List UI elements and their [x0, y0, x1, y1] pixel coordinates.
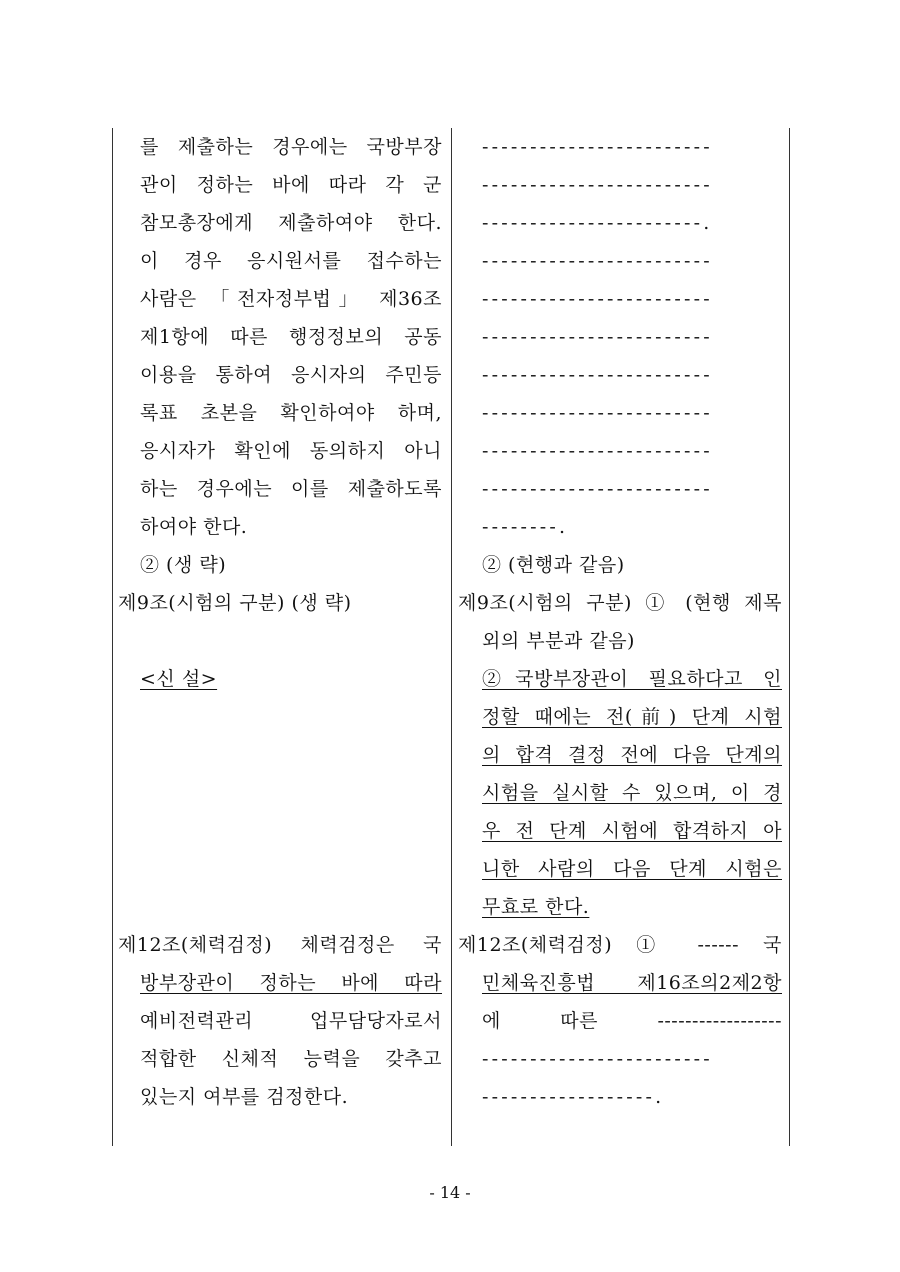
- left-line: [140, 736, 442, 774]
- left-line: 예비전력관리 업무담당자로서: [140, 1010, 442, 1032]
- left-line: 사람은 「전자정부법」 제36조: [140, 288, 442, 310]
- right-line: ------------------------: [482, 364, 713, 386]
- left-line: [140, 812, 442, 850]
- right-line: -----------------------.: [482, 212, 713, 234]
- left-line: 제9조(시험의 구분) (생 략): [118, 592, 352, 614]
- left-line: ② (생 략): [140, 554, 227, 576]
- right-line: ------------------------: [482, 136, 713, 158]
- left-line: 를 제출하는 경우에는 국방부장: [140, 136, 442, 158]
- left-line: 제1항에 따른 행정정보의 공동: [140, 326, 442, 348]
- right-line: ------------------------: [482, 174, 713, 196]
- right-line: [482, 774, 782, 812]
- underlined-amendment: 니한 사람의 다음 단계 시험은: [482, 858, 782, 880]
- left-line: 하는 경우에는 이를 제출하도록: [140, 478, 442, 500]
- right-line: 외의 부분과 같음): [482, 630, 635, 652]
- left-line: 응시자가 확인에 동의하지 아니: [140, 440, 442, 462]
- left-line: [140, 774, 442, 812]
- underlined-amendment: 의 합격 결정 전에 다음 단계의: [482, 744, 782, 766]
- right-line: ② (현행과 같음): [482, 554, 625, 576]
- left-line: 적합한 신체적 능력을 갖추고: [140, 1048, 442, 1070]
- underlined-amendment: 민체육진흥법 제16조의2제2항: [482, 972, 782, 994]
- right-line: --------.: [482, 516, 569, 538]
- left-line: 참모총장에게 제출하여야 한다.: [140, 212, 442, 234]
- right-line: ------------------------: [482, 326, 713, 348]
- right-line: [482, 698, 782, 736]
- right-line: [482, 888, 782, 926]
- comparison-table: [112, 128, 790, 1146]
- underlined-amendment: ②국방부장관이 필요하다고 인: [482, 668, 782, 690]
- right-line: [482, 660, 782, 698]
- right-line: ------------------------: [482, 402, 713, 424]
- left-line: 있는지 여부를 검정한다.: [140, 1086, 349, 1108]
- underlined-amendment: 방부장관이 정하는 바에 따라: [140, 972, 442, 994]
- table-border-left: [112, 128, 113, 1146]
- right-line: ------------------------: [482, 288, 713, 310]
- left-line: [140, 850, 442, 888]
- left-line: [140, 964, 442, 1002]
- right-line: [482, 736, 782, 774]
- underlined-amendment: 무효로 한다.: [482, 896, 590, 918]
- right-line: ------------------------: [482, 440, 713, 462]
- left-line: [140, 888, 442, 926]
- left-line: 록표 초본을 확인하여야 하며,: [140, 402, 442, 424]
- right-line: ------------------------: [482, 250, 713, 272]
- left-line: 하여야 한다.: [140, 516, 248, 538]
- right-line: 제12조(체력검정) ① ------ 국: [458, 934, 782, 956]
- right-line: ------------------------: [482, 1048, 713, 1070]
- left-line: 제12조(체력검정) 체력검정은 국: [118, 934, 442, 956]
- right-line: [482, 812, 782, 850]
- left-line: [140, 660, 442, 698]
- left-line: [140, 698, 442, 736]
- underlined-amendment: 우 전 단계 시험에 합격하지 아: [482, 820, 782, 842]
- page-number: - 14 -: [429, 1183, 471, 1202]
- underlined-amendment: 정할 때에는 전(前) 단계 시험: [482, 706, 782, 728]
- table-border-right: [789, 128, 790, 1146]
- right-line: [482, 850, 782, 888]
- right-line: ------------------------: [482, 478, 713, 500]
- right-line: ------------------.: [482, 1086, 665, 1108]
- left-line: 관이 정하는 바에 따라 각 군: [140, 174, 442, 196]
- right-line: 제9조(시험의 구분) ① (현행 제목: [458, 592, 782, 614]
- left-line: [140, 622, 442, 660]
- underlined-amendment: 시험을 실시할 수 있으며, 이 경: [482, 782, 782, 804]
- underlined-amendment: <신 설>: [140, 668, 218, 690]
- right-line: 에 따른 ------------------: [482, 1010, 782, 1032]
- table-border-middle: [451, 128, 452, 1146]
- left-line: 이용을 통하여 응시자의 주민등: [140, 364, 442, 386]
- right-line: [482, 964, 782, 1002]
- left-line: 이 경우 응시원서를 접수하는: [140, 250, 442, 272]
